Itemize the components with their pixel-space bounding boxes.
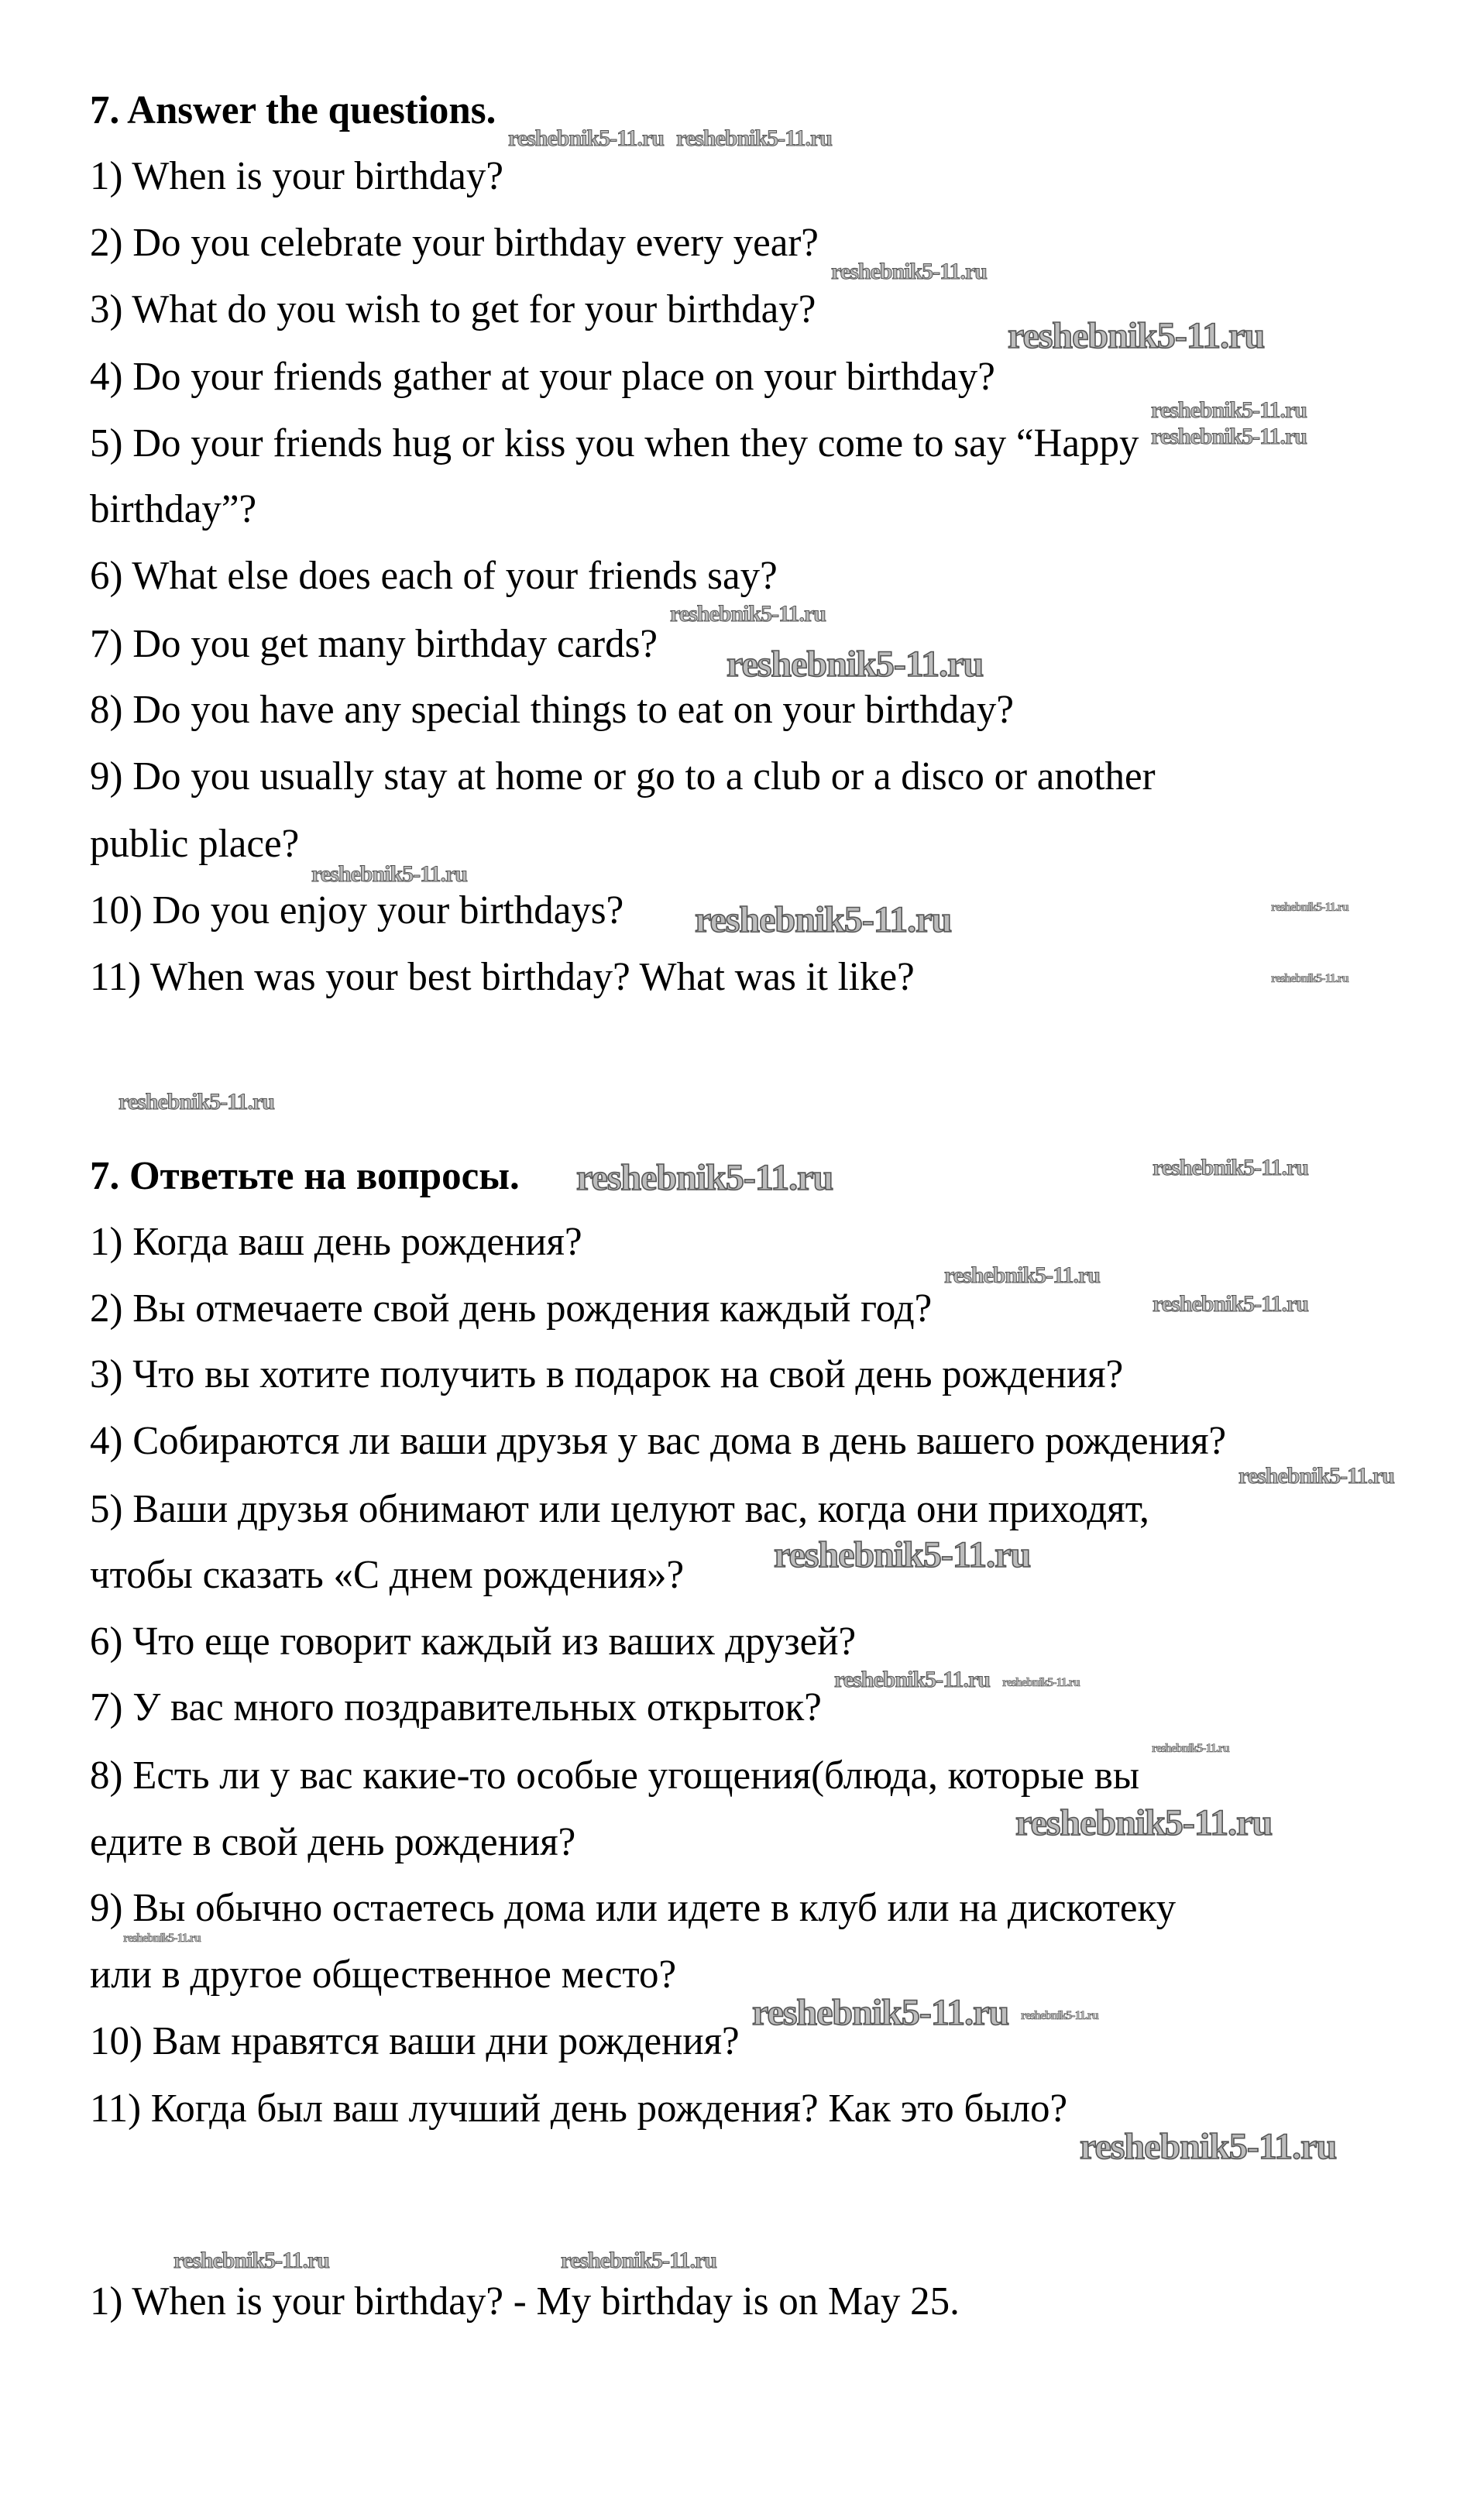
question-line: 11) Когда был ваш лучший день рождения? Как это было? <box>90 2087 1068 2131</box>
watermark: reshebnik5-11.ru <box>727 644 984 685</box>
watermark: reshebnik5-11.ru <box>1271 972 1348 985</box>
question-line: 4) Do your friends gather at your place on your birthday? <box>90 355 995 399</box>
question-line: 6) What else does each of your friends say? <box>90 554 778 598</box>
question-line: 5) Ваши друзья обнимают или целуют вас, когда они приходят, <box>90 1487 1149 1531</box>
question-line: 6) Что еще говорит каждый из ваших друзей? <box>90 1620 857 1664</box>
section-title-russian: 7. Ответьте на вопросы. <box>90 1154 520 1198</box>
watermark: reshebnik5-11.ru <box>695 899 952 940</box>
watermark: reshebnik5-11.ru <box>1153 1155 1308 1180</box>
question-line: birthday”? <box>90 487 257 531</box>
watermark: reshebnik5-11.ru <box>944 1262 1100 1288</box>
watermark: reshebnik5-11.ru <box>508 125 664 151</box>
question-line: 3) What do you wish to get for your birthday? <box>90 287 816 331</box>
question-line: 8) Do you have any special things to eat on your birthday? <box>90 688 1015 732</box>
watermark: reshebnik5-11.ru <box>834 1667 990 1692</box>
question-line: 10) Вам нравятся ваши дни рождения? <box>90 2019 740 2063</box>
question-line: 8) Есть ли у вас какие-то особые угощения(блюда, которые вы <box>90 1753 1140 1798</box>
question-line: 2) Do you celebrate your birthday every year? <box>90 221 819 265</box>
watermark: reshebnik5-11.ru <box>123 1932 201 1945</box>
watermark: reshebnik5-11.ru <box>1271 901 1348 914</box>
question-line: 5) Do your friends hug or kiss you when they come to say “Happy <box>90 421 1139 465</box>
watermark: reshebnik5-11.ru <box>576 1157 833 1198</box>
question-line: или в другое общественное место? <box>90 1953 677 1997</box>
question-line: 10) Do you enjoy your birthdays? <box>90 888 624 933</box>
watermark: reshebnik5-11.ru <box>173 2248 329 2273</box>
watermark: reshebnik5-11.ru <box>311 861 467 887</box>
question-line: 1) Когда ваш день рождения? <box>90 1220 582 1264</box>
watermark: reshebnik5-11.ru <box>1080 2126 1337 2167</box>
watermark: reshebnik5-11.ru <box>1151 397 1307 423</box>
watermark: reshebnik5-11.ru <box>1015 1802 1273 1843</box>
question-line: 9) Вы обычно остаетесь дома или идете в клуб или на дискотеку <box>90 1886 1177 1930</box>
watermark: reshebnik5-11.ru <box>1002 1676 1080 1689</box>
watermark: reshebnik5-11.ru <box>1152 1742 1229 1755</box>
watermark: reshebnik5-11.ru <box>1021 2009 1098 2022</box>
question-line: 7) У вас много поздравительных открыток? <box>90 1685 822 1729</box>
question-line: 7) Do you get many birthday cards? <box>90 622 658 666</box>
watermark: reshebnik5-11.ru <box>119 1089 274 1115</box>
question-line: 9) Do you usually stay at home or go to a club or a disco or another <box>90 754 1156 799</box>
watermark: reshebnik5-11.ru <box>1008 315 1265 356</box>
question-line: 3) Что вы хотите получить в подарок на свой день рождения? <box>90 1352 1124 1396</box>
watermark: reshebnik5-11.ru <box>752 1992 1009 2033</box>
watermark: reshebnik5-11.ru <box>831 259 987 284</box>
answer-line: 1) When is your birthday? - My birthday is on May 25. <box>90 2279 960 2324</box>
watermark: reshebnik5-11.ru <box>1238 1463 1394 1489</box>
question-line: 11) When was your best birthday? What was it like? <box>90 955 915 999</box>
question-line: 2) Вы отмечаете свой день рождения каждый год? <box>90 1286 933 1331</box>
watermark: reshebnik5-11.ru <box>561 2248 716 2273</box>
question-line: 1) When is your birthday? <box>90 154 504 198</box>
question-line: едите в свой день рождения? <box>90 1820 576 1864</box>
question-line: 4) Собираются ли ваши друзья у вас дома в день вашего рождения? <box>90 1419 1227 1463</box>
question-line: public place? <box>90 822 300 866</box>
watermark: reshebnik5-11.ru <box>670 601 826 627</box>
question-line: чтобы сказать «С днем рождения»? <box>90 1553 685 1597</box>
watermark: reshebnik5-11.ru <box>676 125 832 151</box>
watermark: reshebnik5-11.ru <box>1153 1291 1308 1317</box>
watermark: reshebnik5-11.ru <box>1151 424 1307 449</box>
watermark: reshebnik5-11.ru <box>774 1534 1031 1575</box>
section-title-english: 7. Answer the questions. <box>90 88 496 132</box>
